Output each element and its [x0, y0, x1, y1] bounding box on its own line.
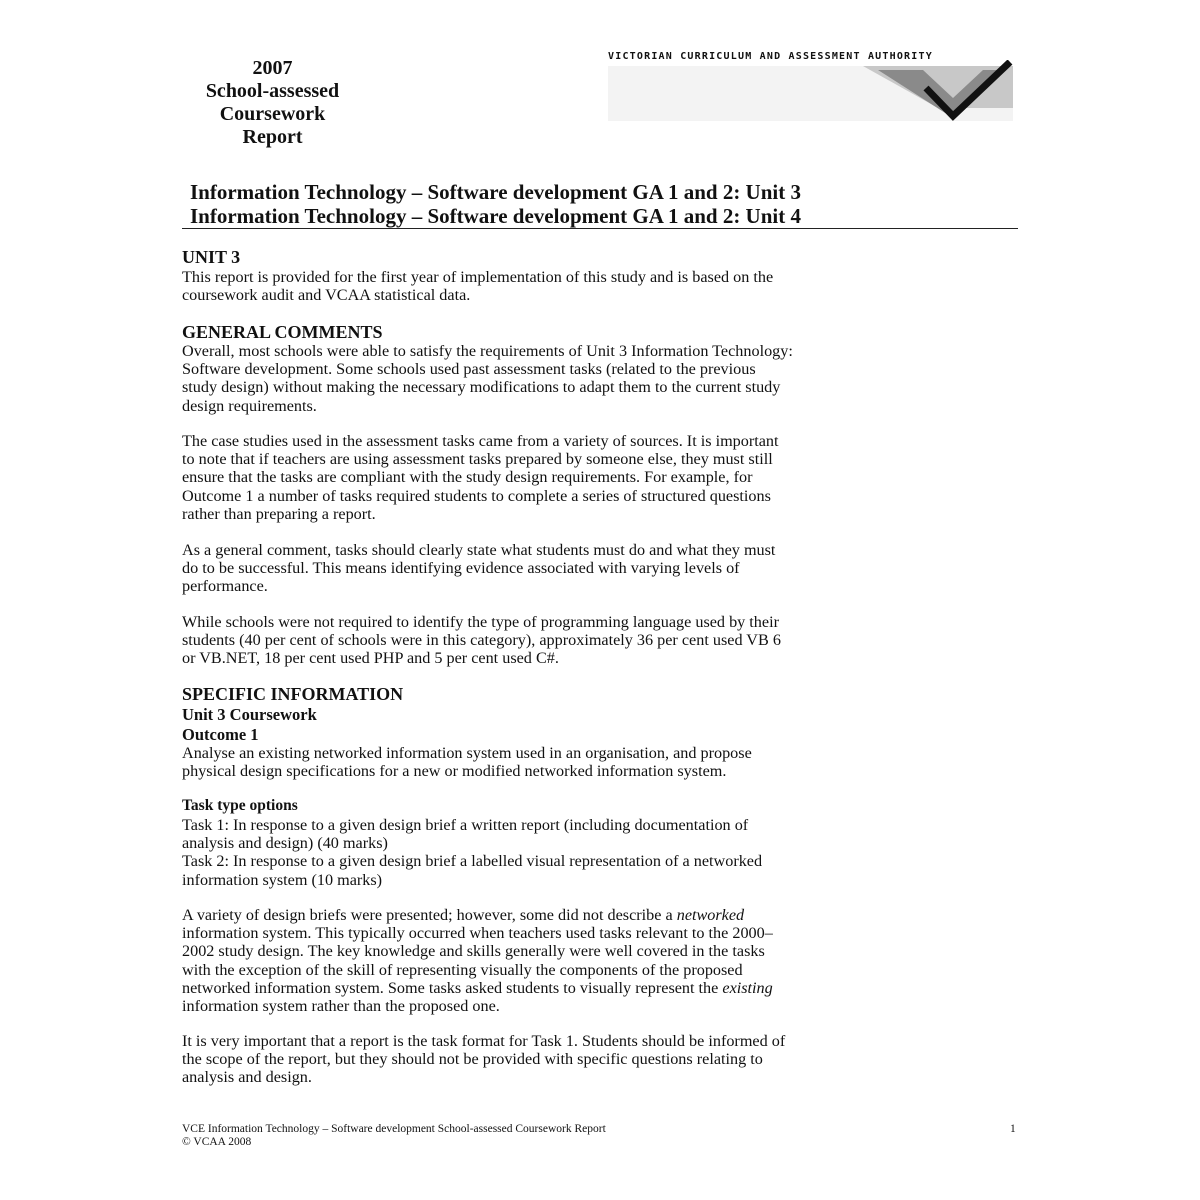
- text-line: Analyse an existing networked information system used in an organisation, and propose: [182, 744, 752, 762]
- emphasis-text: existing: [722, 978, 773, 997]
- report-format-paragraph: [182, 1032, 785, 1087]
- design-briefs-paragraph: [182, 906, 773, 1015]
- text-line: rather than preparing a report.: [182, 504, 376, 523]
- text-line: information system. This typically occurred when teachers used tasks relevant to the 2000–: [182, 924, 773, 943]
- text-line: 2002 study design. The key knowledge and skills generally were well covered in the tasks: [182, 942, 765, 961]
- general-comments-heading: GENERAL COMMENTS: [182, 322, 383, 342]
- text-line: Overall, most schools were able to satisfy the requirements of Unit 3 Information Technology:: [182, 342, 793, 360]
- text-line: Software development. Some schools used past assessment tasks (related to the previous: [182, 360, 756, 379]
- subject-heading-unit4: Information Technology – Software development GA 1 and 2: Unit 4: [190, 204, 801, 228]
- text-span: networked information system. Some tasks asked students to visually represent the: [182, 978, 723, 997]
- report-title-line: School-assessed: [205, 80, 340, 102]
- text-line: It is very important that a report is the task format for Task 1. Students should be informed of: [182, 1032, 786, 1050]
- page-footer: [182, 1123, 606, 1149]
- text-line: Task 1: In response to a given design brief a written report (including documentation of: [182, 816, 749, 834]
- text-line: Outcome 1 a number of tasks required students to complete a series of structured questions: [182, 486, 771, 505]
- text-line: [182, 906, 773, 924]
- subject-heading-unit3: Information Technology – Software development GA 1 and 2: Unit 3: [190, 180, 801, 204]
- text-line: to note that if teachers are using assessment tasks prepared by someone else, they must still: [182, 450, 773, 469]
- outcome-heading: Outcome 1: [182, 725, 259, 744]
- general-paragraph-1: [182, 342, 793, 415]
- unit3-paragraph: [182, 268, 773, 304]
- text-line: [182, 979, 773, 997]
- task-type-heading: Task type options: [182, 797, 298, 814]
- text-line: students (40 per cent of schools were in this category), approximately 36 per cent used VB 6: [182, 631, 781, 650]
- text-line: As a general comment, tasks should clearly state what students must do and what they must: [182, 541, 776, 559]
- general-paragraph-4: [182, 613, 781, 668]
- general-paragraph-2: [182, 432, 779, 523]
- text-line: Task 2: In response to a given design brief a labelled visual representation of a networked: [182, 852, 763, 871]
- task-options: [182, 816, 762, 889]
- text-line: with the exception of the skill of representing visually the components of the proposed: [182, 960, 743, 979]
- unit3-coursework-subheading: Unit 3 Coursework: [182, 705, 317, 724]
- authority-name: VICTORIAN CURRICULUM AND ASSESSMENT AUTHORITY: [608, 51, 933, 62]
- report-title-line: Report: [242, 126, 303, 148]
- footer-copyright: © VCAA 2008: [182, 1136, 252, 1148]
- text-line: design requirements.: [182, 396, 317, 415]
- text-line: analysis and design.: [182, 1068, 312, 1087]
- text-line: While schools were not required to identify the type of programming language used by their: [182, 613, 779, 631]
- text-line: do to be successful. This means identifying evidence associated with varying levels of: [182, 559, 740, 578]
- text-line: The case studies used in the assessment tasks came from a variety of sources. It is important: [182, 432, 779, 450]
- general-paragraph-3: [182, 541, 775, 596]
- text-line: study design) without making the necessary modifications to adapt them to the current study: [182, 378, 781, 397]
- text-line: coursework audit and VCAA statistical data.: [182, 286, 471, 305]
- text-line: ensure that the tasks are compliant with the study design requirements. For example, for: [182, 468, 753, 487]
- header-divider: [182, 228, 1018, 229]
- text-line: the scope of the report, but they should not be provided with specific questions relating to: [182, 1050, 763, 1069]
- report-year: 2007: [252, 57, 293, 79]
- report-title: [170, 57, 375, 149]
- text-line: information system (10 marks): [182, 870, 383, 889]
- report-title-line: Coursework: [219, 103, 326, 125]
- text-line: or VB.NET, 18 per cent used PHP and 5 per cent used C#.: [182, 649, 559, 668]
- text-line: analysis and design) (40 marks): [182, 834, 388, 853]
- vcaa-logo-icon: [608, 60, 1016, 122]
- text-span: A variety of design briefs were presented; however, some did not describe a: [182, 906, 677, 924]
- text-line: information system rather than the proposed one.: [182, 997, 500, 1016]
- specific-information-heading: SPECIFIC INFORMATION: [182, 684, 404, 704]
- emphasis-text: networked: [676, 906, 745, 924]
- footer-title: VCE Information Technology – Software development School-assessed Coursework Report: [182, 1123, 606, 1135]
- unit3-heading: UNIT 3: [182, 247, 241, 267]
- outcome-description: [182, 744, 752, 780]
- text-line: performance.: [182, 577, 268, 596]
- text-line: physical design specifications for a new or modified networked information system.: [182, 762, 727, 781]
- subject-headings: [190, 180, 801, 228]
- page-number: 1: [1010, 1123, 1016, 1135]
- text-line: This report is provided for the first year of implementation of this study and is based on the: [182, 268, 774, 286]
